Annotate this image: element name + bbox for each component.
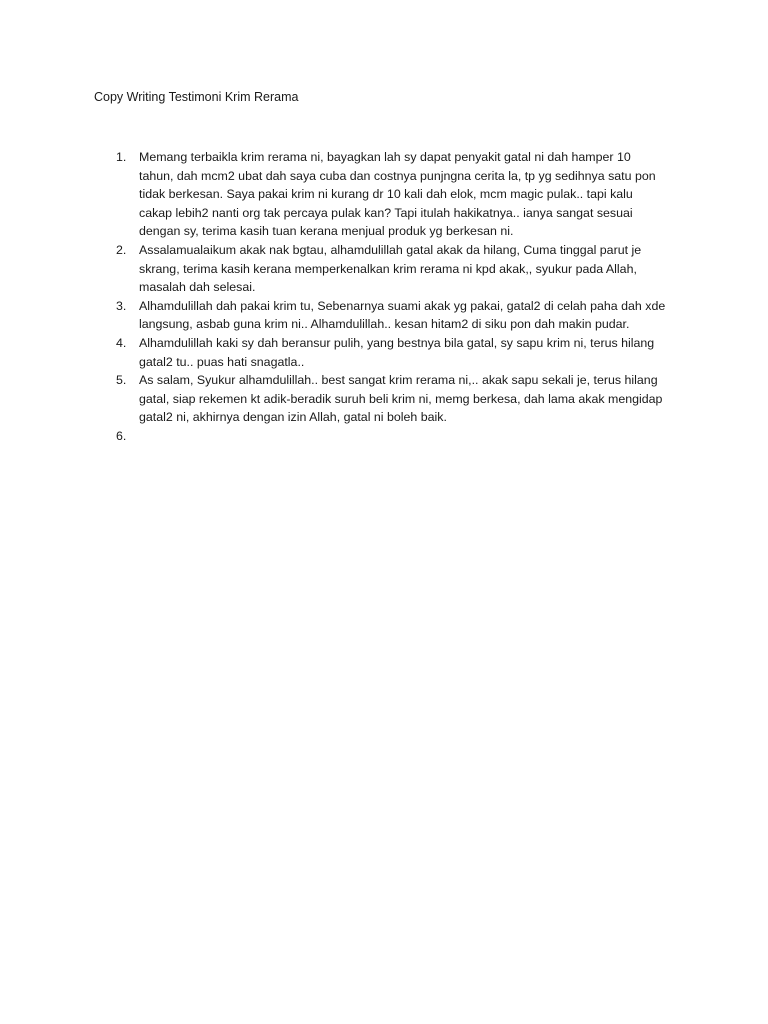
list-item-text: Alhamdulillah dah pakai krim tu, Sebenarnya suami akak yg pakai, gatal2 di celah paha dah xde langsung, asbab guna krim ni.. Alhamdulillah.. kesan hitam2 di siku pon dah makin pudar. — [139, 298, 666, 332]
list-item-number: 2. — [116, 242, 127, 257]
list-item — [0, 334, 667, 371]
list-item — [0, 297, 667, 334]
list-item-text: Memang terbaikla krim rerama ni, bayagkan lah sy dapat penyakit gatal ni dah hamper 10 tahun, dah mcm2 ubat dah saya cuba dan costnya punjngna cerita la, tp yg sedihnya satu pon tidak berkesan. Saya pakai krim ni kurang dr 10 kali dah elok, mcm magic pulak.. tapi kalu cakap lebih2 nanti org tak percaya pulak kan? Tapi itulah hakikatnya.. ianya sangat sesuai dengan sy, terima kasih tuan kerana menjual produk yg berkesan ni. — [139, 150, 656, 239]
document-title: Copy Writing Testimoni Krim Rerama — [94, 90, 299, 104]
list-item-text — [139, 427, 667, 446]
list-item-text: Assalamualaikum akak nak bgtau, alhamdulillah gatal akak da hilang, Cuma tinggal parut je skrang, terima kasih kerana memperkenalkan krim rerama ni kpd akak,, syukur pada Allah, masalah dah selesai. — [139, 242, 642, 295]
list-item-text: As salam, Syukur alhamdulillah.. best sangat krim rerama ni,.. akak sapu sekali je, terus hilang gatal, siap rekemen kt adik-beradik suruh beli krim ni, memg berkesa, dah lama akak mengidap gatal2 ni, akhirnya dengan izin Allah, gatal ni boleh baik. — [139, 373, 663, 425]
list-item-number: 5. — [116, 373, 127, 388]
testimonial-list — [0, 148, 768, 446]
list-item-number: 3. — [116, 298, 127, 313]
list-item — [0, 371, 667, 427]
list-item — [0, 148, 667, 241]
list-item-number: 1. — [116, 150, 127, 164]
list-item-text: Alhamdulillah kaki sy dah beransur pulih, yang bestnya bila gatal, sy sapu krim ni, terus hilang gatal2 tu.. puas hati snagatla.. — [139, 335, 655, 369]
list-item — [0, 427, 667, 446]
list-item — [0, 241, 667, 297]
list-item-number: 4. — [116, 335, 127, 350]
list-item-number: 6. — [116, 428, 127, 443]
